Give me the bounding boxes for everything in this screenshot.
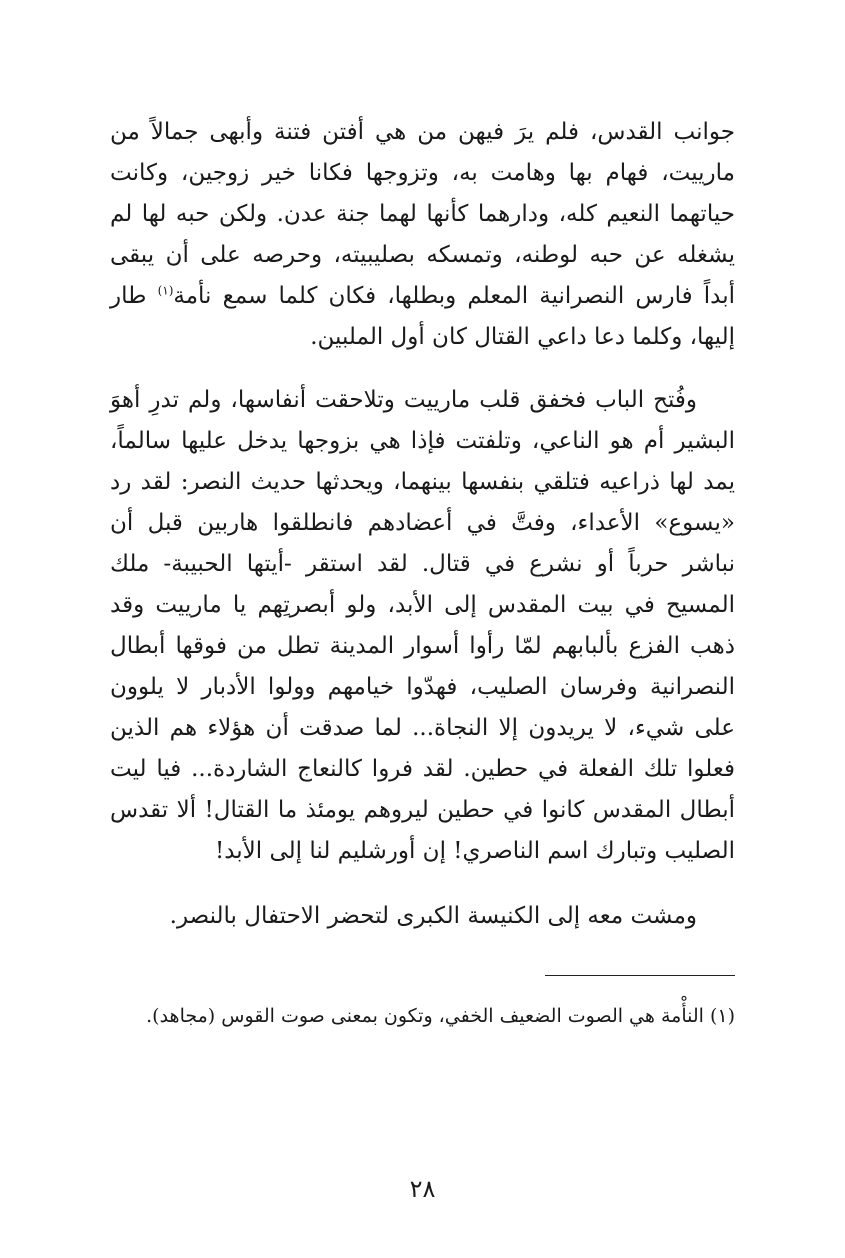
footnote-divider (545, 975, 735, 976)
paragraph-1-text-b: طار إليها، وكلما دعا داعي القتال كان أول الملبين. (110, 283, 735, 350)
paragraph-1 (110, 112, 735, 358)
footnote-reference: (١) (157, 283, 174, 298)
page-number: ٢٨ (409, 1175, 436, 1203)
paragraph-1-text-a: جوانب القدس، فلم يرَ فيهن من هي أفتن فتنة وأبهى جمالاً من مارييت، فهام بها وهامت به، وتزوجها فكانا خير زوجين، وكانت حياتهما النعيم كله، ودارهما كأنها لهما جنة عدن. ولكن حبه لها لم يشغله عن حبه لوطنه، وتمسكه بصليبيته، وحرصه على أن يبقى أبداً فارس النصرانية المعلم وبطلها، فكان كلما سمع نأمة (110, 119, 735, 309)
paragraph-3: ومشت معه إلى الكنيسة الكبرى لتحضر الاحتفال بالنصر. (169, 903, 697, 929)
page-content (110, 112, 735, 1034)
paragraph-2: وفُتح الباب فخفق قلب مارييت وتلاحقت أنفاسها، ولم تدرِ أهوَ البشير أم هو الناعي، وتلفتت فإذا هي بزوجها يدخل عليها سالماً، يمد لها ذراعيه فتلقي بنفسها بينهما، ويحدثها حديث النصر: لقد رد «يسوع» الأعداء، وفتَّ في أعضادهم فانطلقوا هاربين قبل أن نباشر حرباً أو نشرع في قتال. لقد استقر -أيتها الحبيبة- ملك المسيح في بيت المقدس إلى الأبد، ولو أبصرتِهم يا مارييت وقد ذهب الفزع بألبابهم لمّا رأوا أسوار المدينة تطل من فوقها أبطال النصرانية وفرسان الصليب، فهدّوا خيامهم وولوا الأدبار لا يلوون على شيء، لا يريدون إلا النجاة... لما صدقت أن هؤلاء هم الذين فعلوا تلك الفعلة في حطين. لقد فروا كالنعاج الشاردة... فيا ليت أبطال المقدس كانوا في حطين ليروهم يومئذ ما القتال! ألا تقدس الصليب وتبارك اسم الناصري! إن أورشليم لنا إلى الأبد! (110, 387, 735, 864)
footnote: (١) النأْمة هي الصوت الضعيف الخفي، وتكون بمعنى صوت القوس (مجاهد). (146, 1005, 735, 1027)
